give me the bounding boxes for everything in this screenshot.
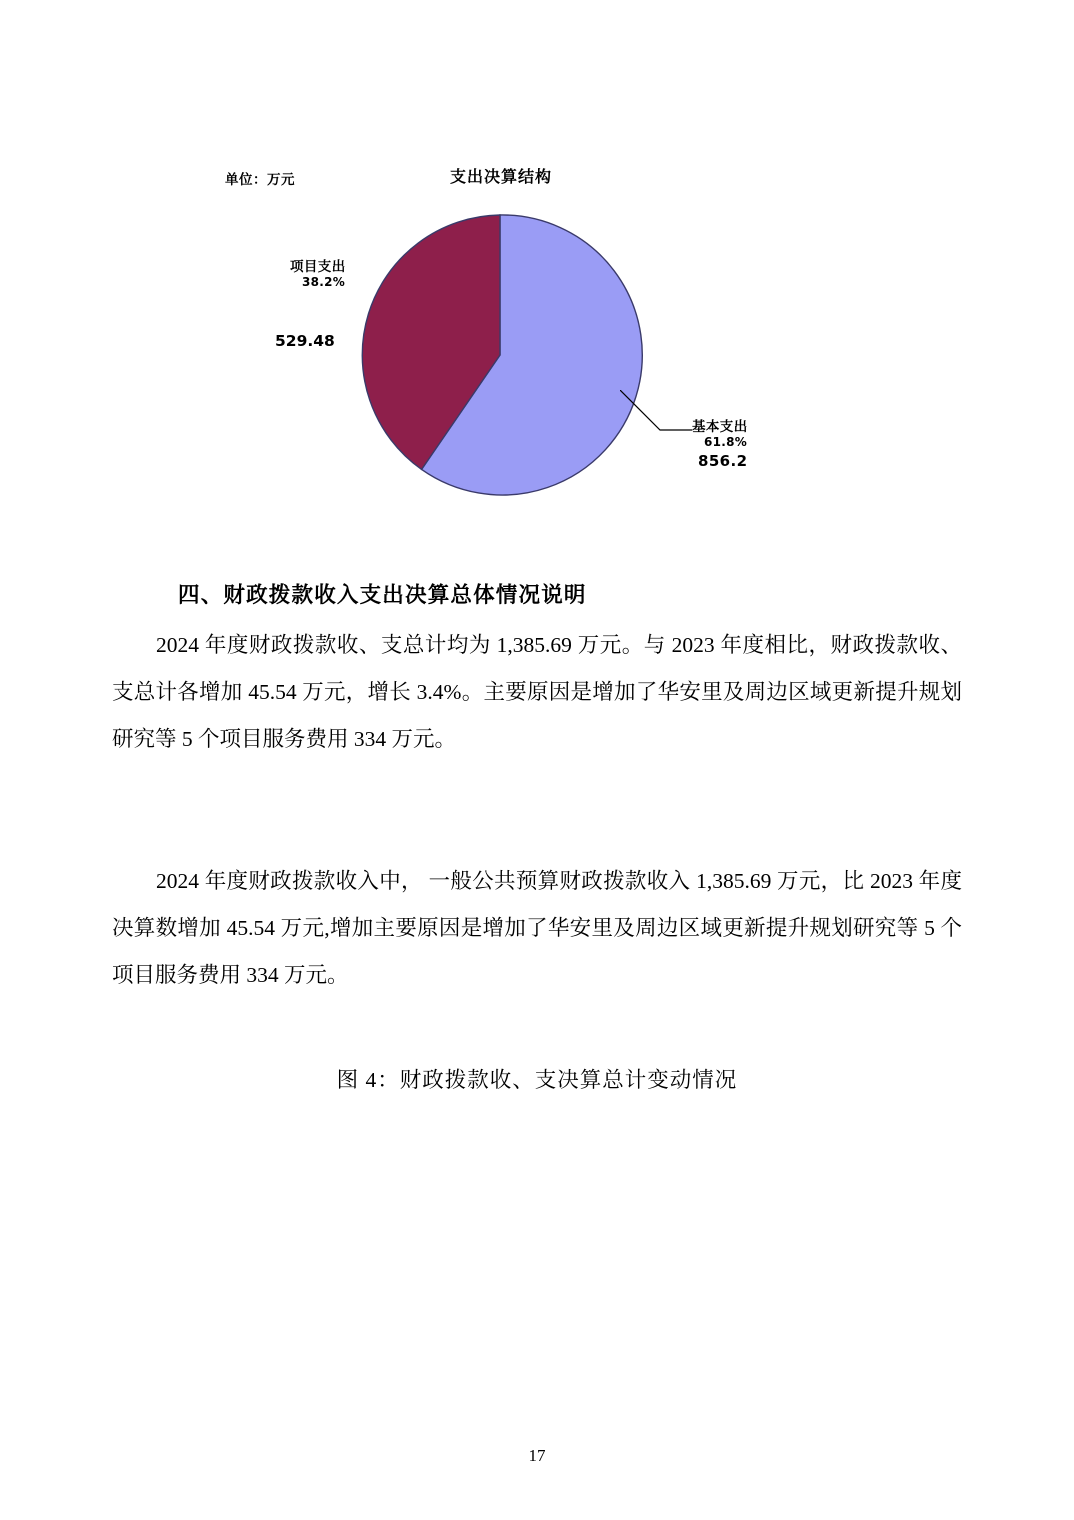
pie-label-project — [290, 255, 346, 289]
pie-svg — [355, 210, 645, 500]
section-heading: 四、财政拨款收入支出决算总体情况说明 — [178, 583, 587, 608]
expenditure-pie-chart — [120, 130, 960, 530]
pie-label-basic-name: 基本支出 — [692, 419, 748, 435]
pie-label-project-value: 529.48 — [275, 332, 335, 350]
figure-caption: 图 4：财政拨款收、支决算总计变动情况 — [336, 1068, 738, 1092]
pie-area — [355, 210, 645, 500]
pie-label-basic — [692, 415, 748, 470]
pie-label-basic-value: 856.2 — [698, 452, 748, 470]
pie-label-basic-percent: 61.8% — [704, 435, 748, 449]
paragraph-1: 2024 年度财政拨款收、支总计均为 1,385.69 万元。与 2023 年度相比，财政拨款收、支总计各增加 45.54 万元，增长 3.4%。主要原因是增加了华安里及周边区域更新提升规划研究等 5 个项目服务费用 334 万元。 — [112, 633, 962, 751]
pie-label-project-percent: 38.2% — [302, 275, 346, 289]
pie-label-project-name: 项目支出 — [290, 259, 346, 275]
pie-leader-line — [620, 390, 692, 442]
page-number: 17 — [528, 1446, 546, 1465]
paragraph-2: 2024 年度财政拨款收入中， 一般公共预算财政拨款收入 1,385.69 万元，比 2023 年度决算数增加 45.54 万元,增加主要原因是增加了华安里及周边区域更新提升规划研究等 5 个项目服务费用 334 万元。 — [112, 869, 962, 987]
chart-unit-label: 单位：万元 — [225, 172, 295, 188]
chart-title: 支出决算结构 — [450, 167, 553, 186]
